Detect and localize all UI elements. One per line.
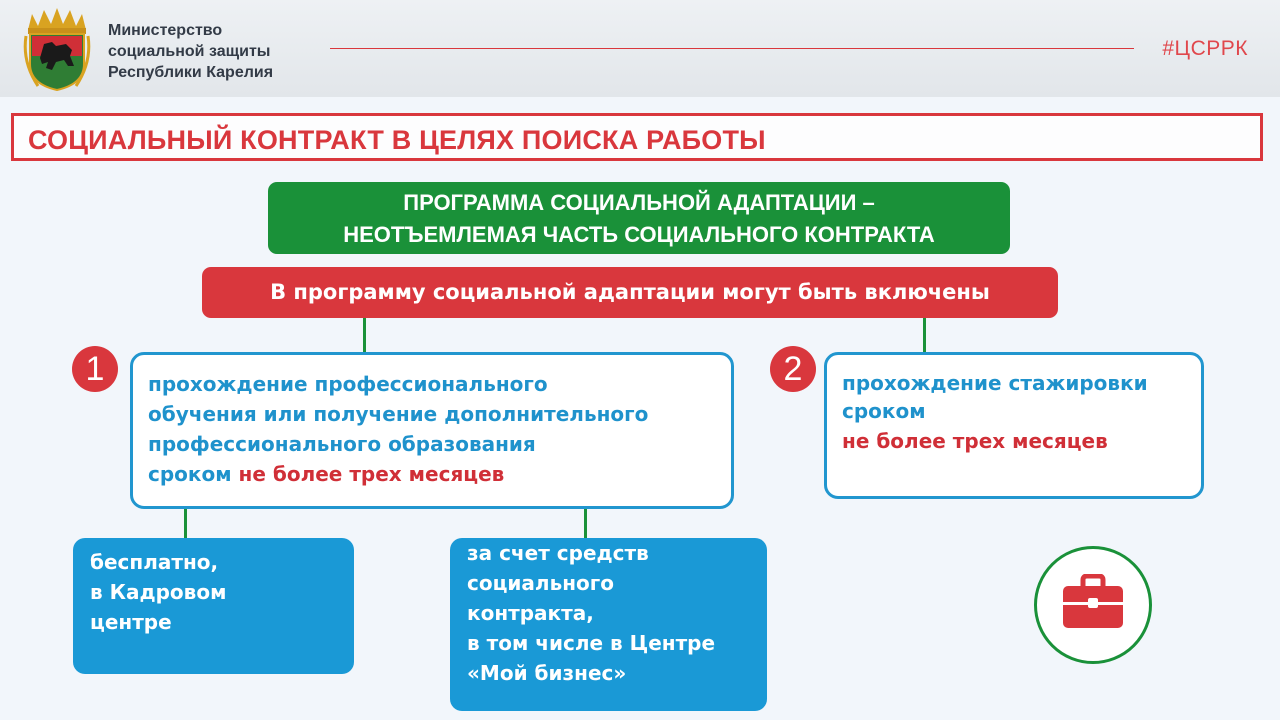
card-line: [148, 459, 731, 489]
free-option-box: [73, 538, 354, 674]
included-label-box: [202, 267, 1058, 318]
karelia-coat-of-arms-icon: [22, 6, 92, 92]
number-badge: 1: [72, 346, 118, 392]
card-line: сроком: [842, 399, 926, 423]
option-line: «Мой бизнес»: [467, 661, 627, 685]
option-line: центре: [90, 610, 172, 634]
duration-highlight: не более трех месяцев: [238, 462, 505, 486]
hashtag: #ЦСРРК: [1162, 37, 1248, 60]
card-line: обучения или получение дополнительного: [148, 402, 649, 426]
slide-title-box: [11, 113, 1263, 161]
program-line: НЕОТЪЕМЛЕМАЯ ЧАСТЬ СОЦИАЛЬНОГО КОНТРАКТА: [343, 222, 935, 247]
included-label: В программу социальной адаптации могут быть включены: [270, 280, 990, 304]
connector-line: [363, 318, 366, 353]
option-line: за счет средств: [467, 541, 649, 565]
duration-highlight: не более трех месяцев: [842, 429, 1108, 453]
option-line: бесплатно,: [90, 550, 219, 574]
header-divider: [330, 48, 1134, 49]
header: [0, 0, 1280, 97]
card-text: сроком: [148, 462, 239, 486]
internship-card: [824, 352, 1204, 499]
ministry-line: Министерство: [108, 22, 223, 39]
briefcase-badge: [1034, 546, 1152, 664]
briefcase-icon: [1061, 574, 1125, 632]
slide-title: СОЦИАЛЬНЫЙ КОНТРАКТ В ЦЕЛЯХ ПОИСКА РАБОТЫ: [28, 125, 766, 155]
option-line: контракта,: [467, 601, 594, 625]
program-box: [268, 182, 1010, 254]
number-badge: 2: [770, 346, 816, 392]
connector-line: [923, 318, 926, 353]
card-line: профессионального образования: [148, 432, 536, 456]
card-line: прохождение профессионального: [148, 372, 548, 396]
ministry-name: [108, 20, 273, 83]
training-card: [130, 352, 734, 509]
option-line: в Кадровом: [90, 580, 227, 604]
paid-option-box: [450, 538, 767, 711]
connector-line: [184, 508, 187, 538]
option-line: в том числе в Центре: [467, 631, 716, 655]
card-line: прохождение стажировки: [842, 371, 1148, 395]
ministry-line: Республики Карелия: [108, 64, 274, 81]
option-line: социального: [467, 571, 614, 595]
program-line: ПРОГРАММА СОЦИАЛЬНОЙ АДАПТАЦИИ –: [403, 190, 875, 215]
ministry-line: социальной защиты: [108, 43, 271, 60]
connector-line: [584, 508, 587, 538]
